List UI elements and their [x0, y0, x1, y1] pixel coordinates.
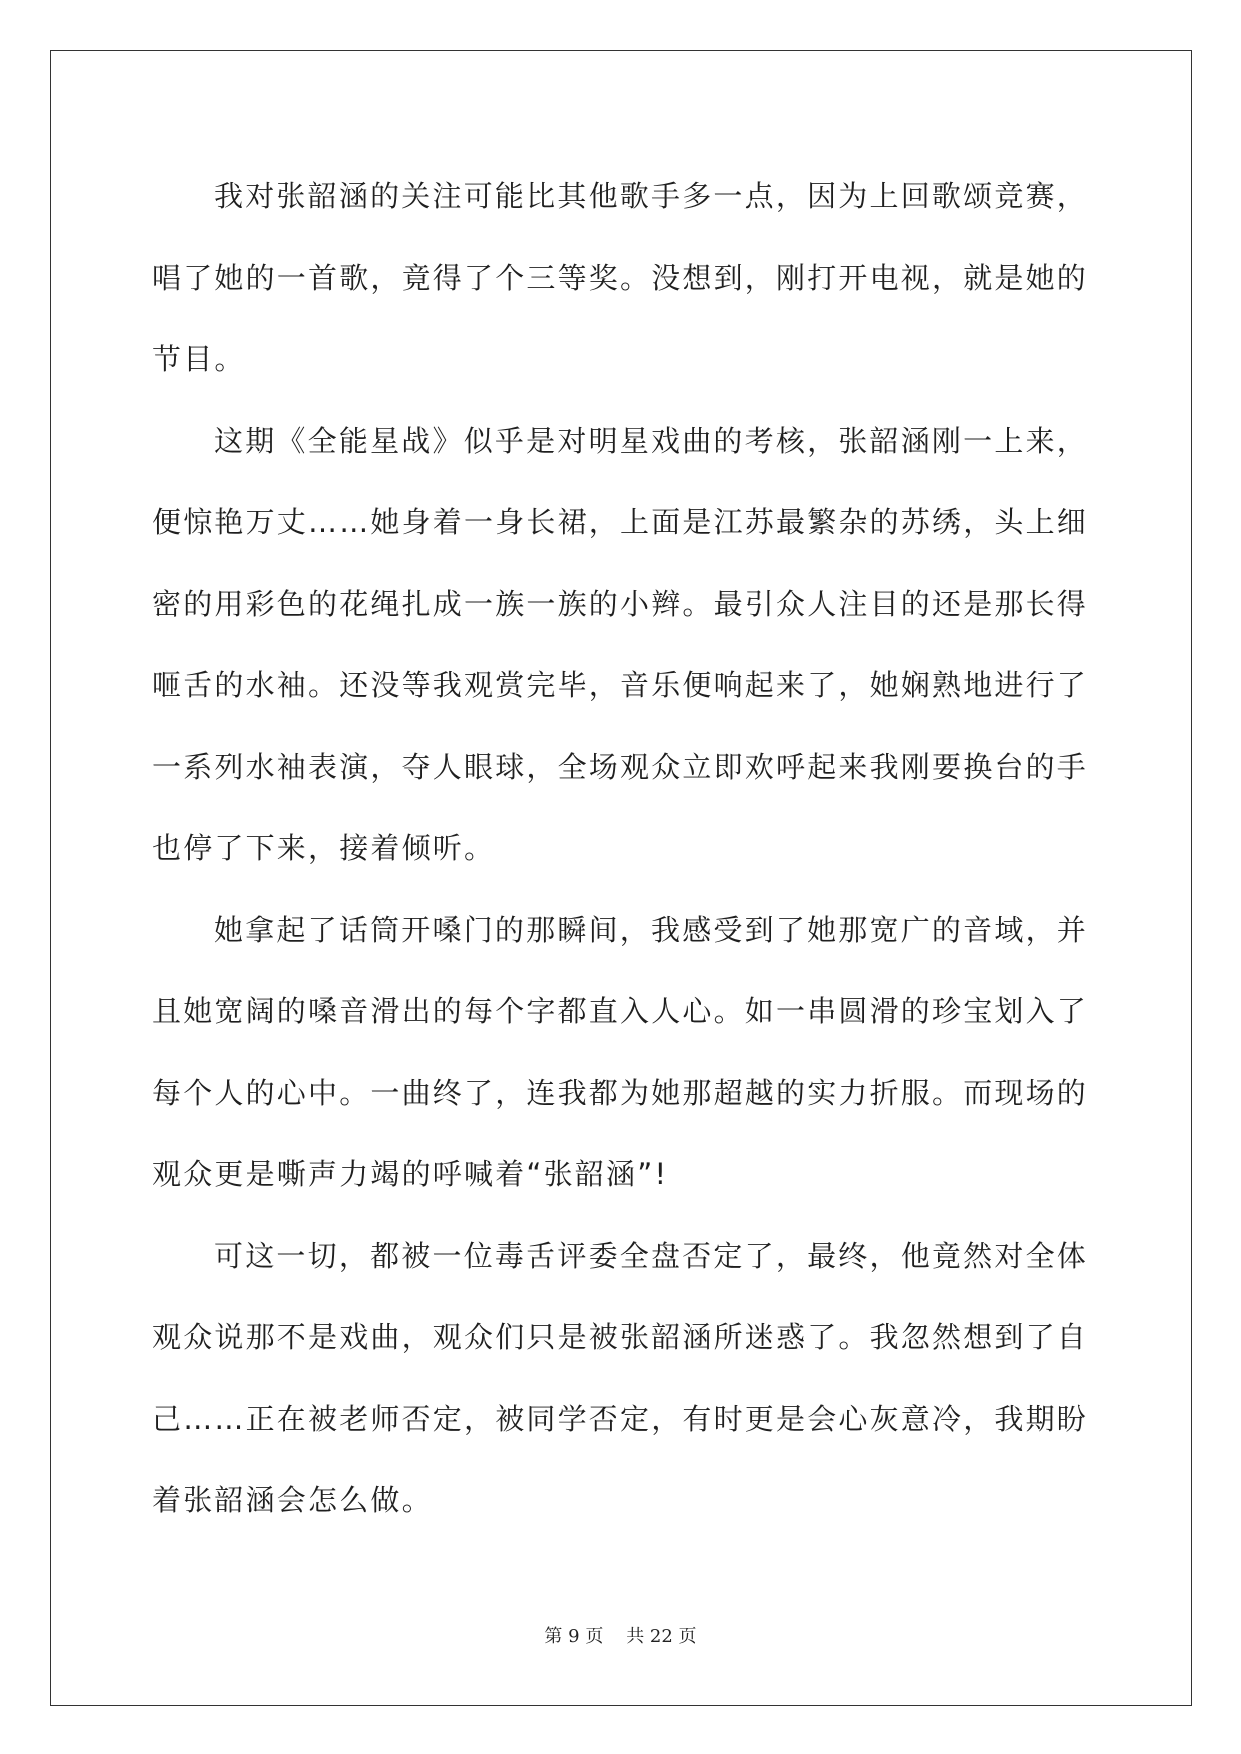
page-number-footer: 第 9 页 共 22 页	[544, 1626, 697, 1647]
document-body	[152, 156, 1088, 1542]
paragraph: 这期《全能星战》似乎是对明星戏曲的考核，张韶涵刚一上来，便惊艳万丈……她身着一身长裙，上面是江苏最繁杂的苏绣，头上细密的用彩色的花绳扎成一族一族的小辫。最引众人注目的还是那长得咂舌的水袖。还没等我观赏完毕，音乐便响起来了，她娴熟地进行了一系列水袖表演，夺人眼球，全场观众立即欢呼起来我刚要换台的手也停了下来，接着倾听。	[152, 423, 1089, 865]
paragraph: 可这一切，都被一位毒舌评委全盘否定了，最终，他竟然对全体观众说那不是戏曲，观众们只是被张韶涵所迷惑了。我忽然想到了自己……正在被老师否定，被同学否定，有时更是会心灰意冷，我期盼着张韶涵会怎么做。	[152, 1238, 1089, 1517]
paragraph: 她拿起了话筒开嗓门的那瞬间，我感受到了她那宽广的音域，并且她宽阔的嗓音滑出的每个字都直入人心。如一串圆滑的珍宝划入了每个人的心中。一曲终了，连我都为她那超越的实力折服。而现场的观众更是嘶声力竭的呼喊着“张韶涵”!	[152, 912, 1089, 1191]
paragraph: 我对张韶涵的关注可能比其他歌手多一点，因为上回歌颂竞赛，唱了她的一首歌，竟得了个三等奖。没想到，刚打开电视，就是她的节目。	[152, 179, 1089, 376]
